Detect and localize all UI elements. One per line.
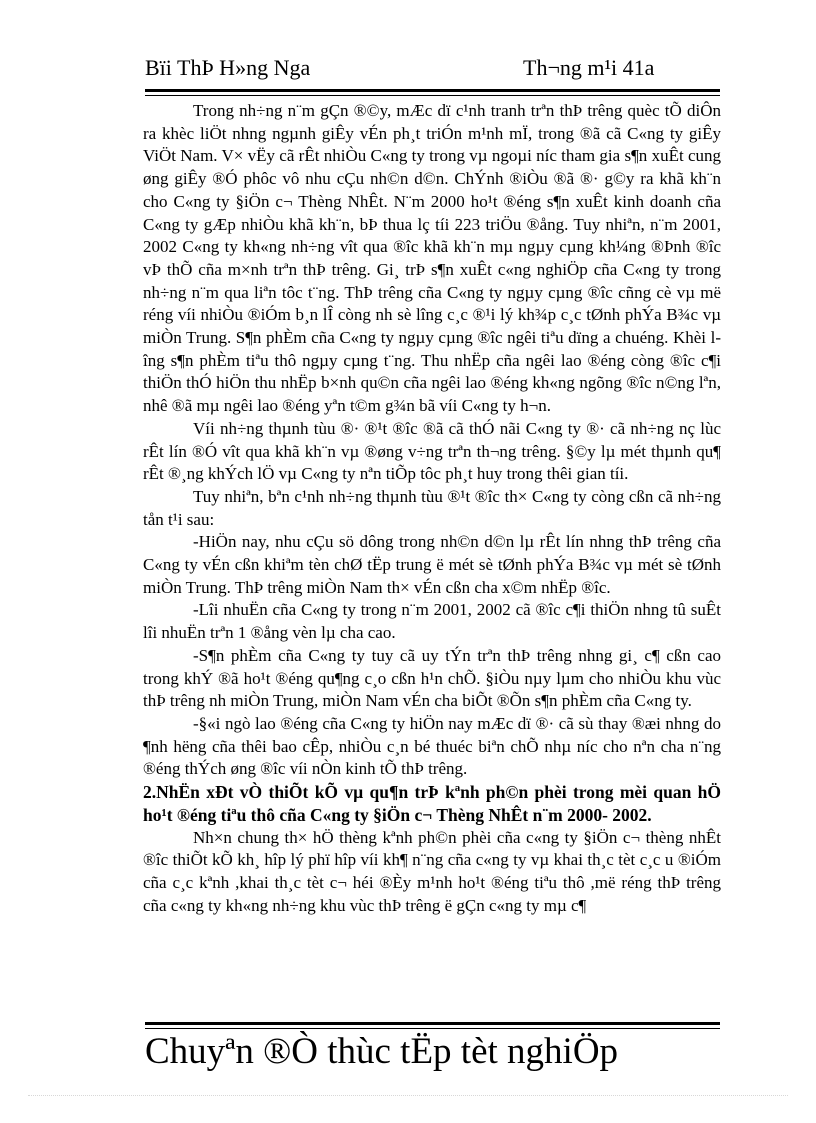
paragraph: Víi nh÷ng thµnh tùu ®· ®¹t ®îc ®ã cã thÓ nãi C«ng ty ®· cã nh÷ng nç lùc rÊt lín ®Ó vît qua khã kh¨n vµ ®øng v÷ng trªn th¬ng trêng. §©y lµ mét thµnh qu¶ rÊt ®¸ng khÝch lÖ vµ C«ng ty nªn tiÕp tôc ph¸t huy trong thêi gian tíi.: [143, 418, 721, 484]
author-name: Bïi ThÞ H»ng Nga: [145, 55, 311, 80]
bullet-paragraph: -Lîi nhuËn cña C«ng ty trong n¨m 2001, 2002 cã ®îc c¶i thiÖn nhng tû suÊt lîi nhuËn trªn 1 ®ång vèn lµ cha cao.: [143, 600, 721, 643]
bullet-paragraph: -HiÖn nay, nhu cÇu sö dông trong nh©n d©n lµ rÊt lín nhng thÞ trêng cña C«ng ty vÉn cßn khiªm tèn chØ tËp trung ë mét sè tØnh phÝa B¾c vµ mét sè tØnh miÒn Trung. ThÞ trêng miÒn Nam th× vÉn cßn cha x©m nhËp ®îc.: [143, 532, 721, 597]
class-label: Th¬ng m¹i 41a: [523, 55, 655, 80]
page-header: [145, 52, 675, 84]
paragraph: Trong nh÷ng n¨m gÇn ®©y, mÆc dï c¹nh tranh trªn thÞ trêng quèc tÕ diÔn ra khèc liÖt nhng ngµnh giÊy vÉn ph¸t triÓn m¹nh mÏ, trong ®ã cã C«ng ty giÊy ViÖt Nam. V× vËy cã rÊt nhiÒu C«ng ty trong vµ ngoµi níc tham gia s¶n xuÊt cung øng giÊy ®Ó phôc vô nhu cÇu nh©n d©n. ChÝnh ®iÒu ®ã ®· g©y ra khã kh¨n cho C«ng ty §iÖn c¬ Thèng NhÊt. N¨m 2000 ho¹t ®éng s¶n xuÊt kinh doanh cña C«ng ty gÆp nhiÒu khã kh¨n, bÞ thua lç tíi 223 triÖu ®ång. Tuy nhiªn, n¨m 2001, 2002 C«ng ty kh«ng nh÷ng vît qua ®îc khã kh¨n mµ ngµy cµng kh¼ng ®Þnh ®îc vÞ thÕ cña m×nh trªn thÞ trêng. Gi¸ trÞ s¶n xuÊt c«ng nghiÖp cña C«ng ty trong nh÷ng n¨m qua liªn tôc t¨ng. ThÞ trêng cña C«ng ty ngµy cµng ®îc cñng cè vµ më réng víi nhiÒu ®iÓm b¸n lÎ còng nh sè lîng c¸c ®¹i lý kh¾p c¸c tØnh phÝa B¾c vµ miÒn Trung. S¶n phÈm cña C«ng ty ngµy cµng ®îc ngêi tiªu dïng a chuéng. Khèi lîng s¶n phÈm tiªu thô ngµy cµng t¨ng. Thu nhËp cña ngêi lao ®éng còng ®îc c¶i thiÖn thÓ hiÖn thu nhËp b×nh qu©n cña ngêi lao ®éng kh«ng ngõng ®îc n©ng lªn, nhê ®ã mµ ngêi lao ®éng yªn t©m g¾n bã víi C«ng ty h¬n.: [143, 101, 721, 416]
footer-title: Chuyªn ®Ò thùc tËp tèt nghiÖp: [145, 1031, 619, 1072]
bullet-paragraph: -S¶n phÈm cña C«ng ty tuy cã uy tÝn trªn thÞ trêng nhng gi¸ c¶ cßn cao trong khÝ ®ã ho¹t ®éng qu¶ng c¸o cßn h¹n chÕ. §iÒu nµy lµm cho nhiÒu khu vùc thÞ trêng nh miÒn Trung, miÒn Nam vÉn cha biÕt ®Õn s¶n phÈm cña C«ng ty.: [143, 645, 721, 711]
body-text: [143, 100, 721, 1018]
header-divider: [145, 89, 720, 96]
page-bottom-line: [28, 1095, 788, 1096]
section-paragraph: Nh×n chung th× hÖ thèng kªnh ph©n phèi cña c«ng ty §iÖn c¬ thèng nhÊt ®îc thiÕt kÕ kh¸ hîp lý phï hîp víi kh¶ n¨ng cña c«ng ty vµ khai th¸c tèt c¸c u ®iÓm cña c¸c kªnh ,khai th¸c tèt c¬ héi ®Èy m¹nh ho¹t ®éng tiªu thô ,më réng thÞ trêng cña c«ng ty kh«ng nh÷ng khu vùc thÞ trêng ë gÇn c«ng ty mµ c¶: [143, 827, 721, 915]
paragraph: Tuy nhiªn, bªn c¹nh nh÷ng thµnh tùu ®¹t ®îc th× C«ng ty còng cßn cã nh÷ng tån t¹i sau:: [143, 486, 721, 529]
bullet-paragraph: -§«i ngò lao ®éng cña C«ng ty hiÖn nay mÆc dï ®· cã sù thay ®æi nhng do ¶nh hëng cña thêi bao cÊp, nhiÒu c¸n bé thuéc biªn chÕ nhµ níc cho nªn cha n¨ng ®éng thÝch øng ®îc víi nÒn kinh tÕ thÞ trêng.: [143, 713, 721, 779]
section-heading: 2.NhËn xÐt vÒ thiÕt kÕ vµ qu¶n trÞ kªnh ph©n phèi trong mèi quan hÖ ho¹t ®éng tiªu thô cña C«ng ty §iÖn c¬ Thèng NhÊt n¨m 2000- 2002.: [143, 782, 721, 825]
